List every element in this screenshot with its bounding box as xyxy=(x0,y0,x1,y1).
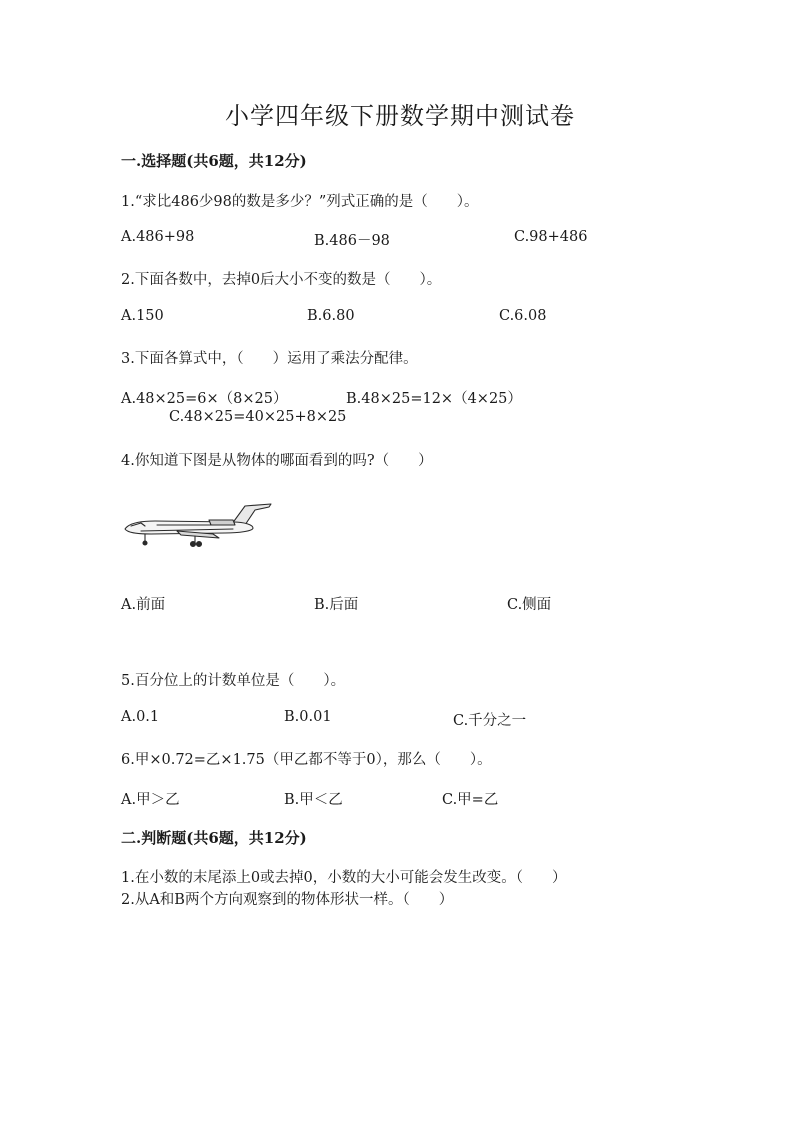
question-4-option-b: B.后面 xyxy=(314,597,359,613)
question-3-option-b: B.48×25=12×（4×25） xyxy=(346,391,522,407)
question-2-option-b: B.6.80 xyxy=(307,308,355,324)
question-6-text: 6.甲×0.72=乙×1.75（甲乙都不等于0），那么（ ）。 xyxy=(121,752,492,768)
question-5-option-a: A.0.1 xyxy=(121,709,160,725)
page-title: 小学四年级下册数学期中测试卷 xyxy=(225,102,575,130)
question-6-option-b: B.甲＜乙 xyxy=(284,792,343,808)
question-1-option-a: A.486+98 xyxy=(121,229,195,245)
question-6-option-c: C.甲=乙 xyxy=(442,792,499,808)
question-5-option-b: B.0.01 xyxy=(284,709,332,725)
question-3-option-a: A.48×25=6×（8×25） xyxy=(121,391,288,407)
question-2-option-c: C.6.08 xyxy=(499,308,547,324)
question-4-option-c: C.侧面 xyxy=(507,597,552,613)
section-heading-choice: 一.选择题(共6题，共12分) xyxy=(121,152,307,170)
question-1-text: 1.“求比486少98的数是多少？”列式正确的是（ ）。 xyxy=(121,194,479,210)
question-6-option-a: A.甲＞乙 xyxy=(121,792,180,808)
question-3-option-c: C.48×25=40×25+8×25 xyxy=(169,409,347,425)
question-2-text: 2.下面各数中，去掉0后大小不变的数是（ ）。 xyxy=(121,272,442,288)
airplane-icon xyxy=(121,498,273,550)
section-heading-judgment: 二.判断题(共6题，共12分) xyxy=(121,829,307,847)
question-5-option-c: C.千分之一 xyxy=(453,713,527,729)
question-5-text: 5.百分位上的计数单位是（ ）。 xyxy=(121,673,346,689)
question-4-option-a: A.前面 xyxy=(121,597,166,613)
question-3-text: 3.下面各算式中，（ ）运用了乘法分配律。 xyxy=(121,351,418,367)
judgment-1-text: 1.在小数的末尾添上0或去掉0，小数的大小可能会发生改变。（ ） xyxy=(121,870,567,886)
question-2-option-a: A.150 xyxy=(121,308,164,324)
question-1-option-c: C.98+486 xyxy=(514,229,588,245)
question-1-option-b: B.486－98 xyxy=(314,233,390,249)
judgment-2-text: 2.从A和B两个方向观察到的物体形状一样。（ ） xyxy=(121,892,454,908)
question-4-text: 4.你知道下图是从物体的哪面看到的吗?（ ） xyxy=(121,453,433,469)
